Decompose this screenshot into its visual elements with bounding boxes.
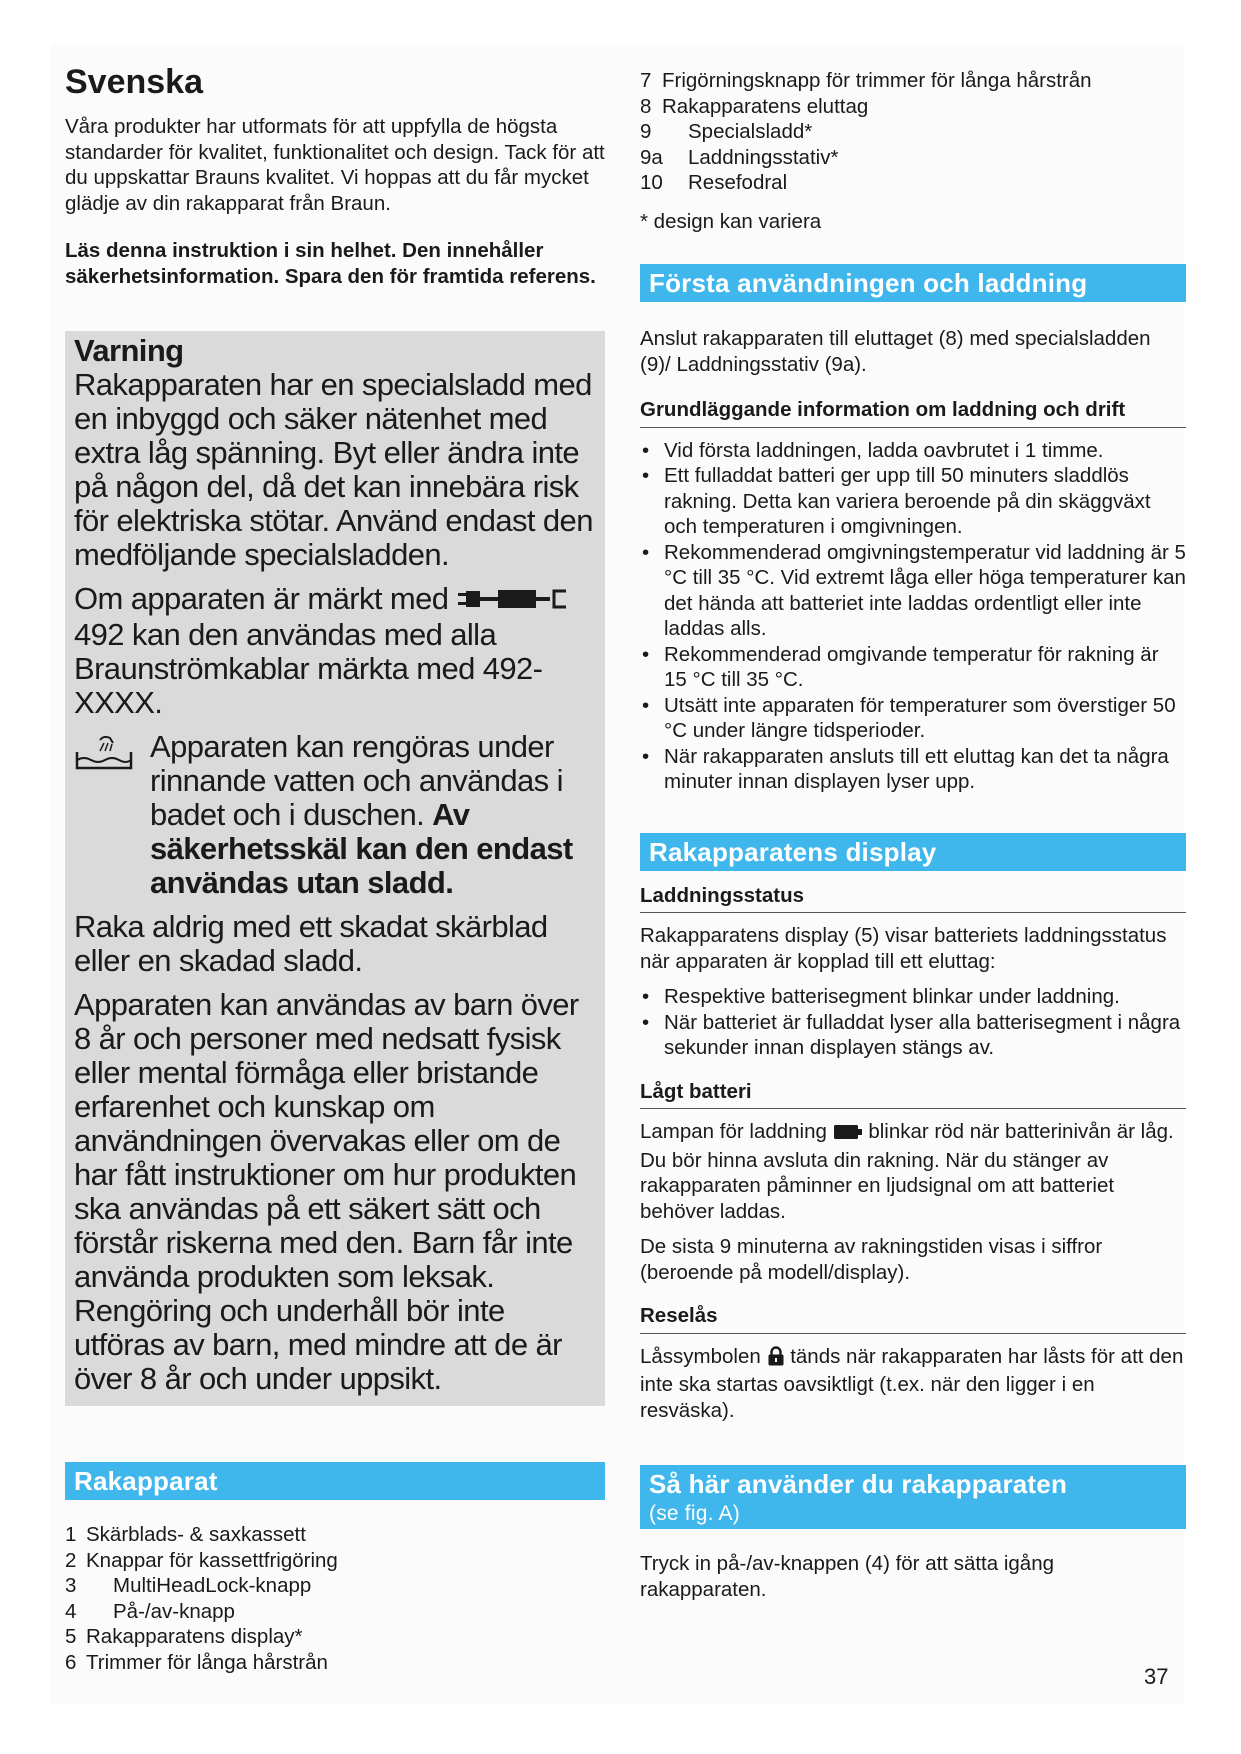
read-notice: Läs denna instruktion i sin helhet. Den innehåller säkerhetsinformation. Spara den för framtida referens. bbox=[65, 239, 596, 288]
list-item: 3 MultiHeadLock-knapp bbox=[65, 1574, 312, 1597]
travel-lock-subheading: Reselås bbox=[640, 1303, 1186, 1334]
usage-heading-figure-ref: (se fig. A) bbox=[649, 1502, 740, 1525]
water-safety-bold: Av säkerhetsskäl kan den endast användas utan sladd. bbox=[150, 797, 573, 900]
display-heading: Rakapparatens display bbox=[640, 833, 1186, 871]
battery-icon bbox=[833, 1122, 863, 1148]
first-use-text: Anslut rakapparaten till eluttaget (8) med specialsladden (9)/ Laddningsstativ (9a). bbox=[640, 327, 1151, 376]
design-note: * design kan variera bbox=[640, 209, 822, 233]
list-item: • Rekommenderad omgivande temperatur för rakning är 15 °C till 35 °C. bbox=[640, 642, 1186, 693]
charging-status-text: Rakapparatens display (5) visar batteriets laddningsstatus när apparaten är kopplad till ett eluttag: bbox=[640, 924, 1167, 973]
water-safety-normal: Apparaten kan rengöras under rinnande vatten och användas i badet och i duschen. bbox=[150, 729, 563, 832]
list-item: 7 Frigörningsknapp för trimmer för långa hårstrån bbox=[640, 69, 1092, 92]
warning-box bbox=[65, 331, 605, 1406]
plug-cable-icon bbox=[456, 584, 568, 618]
list-item: • Vid första laddningen, ladda oavbrutet i 1 timme. bbox=[640, 438, 1186, 464]
list-item: 5 Rakapparatens display* bbox=[65, 1625, 303, 1648]
low-battery-subheading: Lågt batteri bbox=[640, 1079, 1186, 1110]
travel-lock-text-after: tänds när rakapparaten har låsts för att den inte ska startas oavsiktligt (t.ex. när den ligger i en resväska). bbox=[640, 1344, 1184, 1422]
list-item: • När rakapparaten ansluts till ett eluttag kan det ta några minuter innan displayen lyser upp. bbox=[640, 744, 1186, 795]
warning-plug-text bbox=[74, 582, 597, 720]
low-battery-text-after: blinkar röd när batterinivån är låg. Du bör hinna avsluta din rakning. När du stänger av rakapparaten påminner en ljudsignal om att batteriet behöver laddas. bbox=[640, 1120, 1174, 1223]
last-minutes-text: De sista 9 minuterna av rakningstiden visas i siffror (beroende på modell/display). bbox=[640, 1235, 1103, 1284]
warning-children-text: Apparaten kan användas av barn över 8 år och personer med nedsatt fysisk eller mental förmåga eller bristande erfarenhet och kunskap om användningen övervakas eller om de har fått instruktioner om hur produkten ska användas på ett säkert sätt och förstår riskerna med den. Barn får inte använda produkten som leksak. Rengöring och underhåll bör inte utföras av barn, med mindre att de är över 8 år och under uppsikt. bbox=[74, 987, 579, 1396]
shower-wash-icon bbox=[74, 730, 134, 900]
usage-text: Tryck in på-/av-knappen (4) för att sätta igång rakapparaten. bbox=[640, 1552, 1054, 1601]
left-column bbox=[65, 60, 605, 1675]
list-item: • När batteriet är fulladdat lyser alla batterisegment i några sekunder innan displayen stängs av. bbox=[640, 1010, 1186, 1061]
right-column bbox=[640, 68, 1186, 1602]
low-battery-text bbox=[640, 1119, 1186, 1224]
warning-title: Varning bbox=[74, 333, 184, 368]
parts-heading: Rakapparat bbox=[65, 1462, 605, 1500]
list-item: 4 På-/av-knapp bbox=[65, 1599, 235, 1623]
list-item: 2 Knappar för kassettfrigöring bbox=[65, 1548, 338, 1572]
lock-icon bbox=[767, 1346, 785, 1373]
warning-plug-text-after: 492 kan den användas med alla Braunströmkablar märkta med 492-XXXX. bbox=[74, 617, 543, 720]
list-item: 10 Resefodral bbox=[640, 171, 788, 194]
intro-text: Våra produkter har utformats för att uppfylla de högsta standarder för kvalitet, funktionalitet och design. Tack för att du uppskattar Brauns kvalitet. Vi hoppas att du får mycket glädje av din rakapparat från Braun. bbox=[65, 115, 605, 215]
list-item: 9a Laddningsstativ* bbox=[640, 145, 839, 169]
list-item: 1 Skärblads- & saxkassett bbox=[65, 1523, 306, 1546]
list-item: • Ett fulladdat batteri ger upp till 50 minuters sladdlös rakning. Detta kan variera beroende på din skäggväxt och temperaturen i omgivningen. bbox=[640, 463, 1186, 540]
travel-lock-text-before: Låssymbolen bbox=[640, 1344, 761, 1368]
charging-basics-list bbox=[640, 438, 1186, 795]
charging-status-list bbox=[640, 984, 1186, 1061]
warning-plug-text-before: Om apparaten är märkt med bbox=[74, 581, 449, 616]
warning-cord-text: Rakapparaten har en specialsladd med en inbyggd och säker nätenhet med extra låg spänning. Byt eller ändra inte på någon del, då det kan innebära risk för elektriska stötar. Använd endast den medföljande specialsladden. bbox=[74, 367, 593, 572]
list-item: 9 Specialsladd* bbox=[640, 120, 813, 143]
list-item: • Utsätt inte apparaten för temperaturer som överstiger 50 °C under längre tidsperioder. bbox=[640, 693, 1186, 744]
page-number: 37 bbox=[1144, 1664, 1169, 1689]
water-safety-row bbox=[74, 730, 597, 900]
first-use-heading: Första användningen och laddning bbox=[640, 264, 1186, 302]
water-safety-text bbox=[134, 730, 597, 900]
charging-basics-subheading: Grundläggande information om laddning och drift bbox=[640, 397, 1186, 428]
usage-heading bbox=[640, 1465, 1186, 1529]
language-title: Svenska bbox=[65, 63, 203, 101]
warning-damaged-text: Raka aldrig med ett skadat skärblad eller en skadad sladd. bbox=[74, 909, 548, 978]
usage-heading-title: Så här använder du rakapparaten bbox=[649, 1469, 1068, 1499]
list-item: 6 Trimmer för långa hårstrån bbox=[65, 1650, 328, 1674]
charging-status-subheading: Laddningsstatus bbox=[640, 883, 1186, 914]
list-item: • Rekommenderad omgivningstemperatur vid laddning är 5 °C till 35 °C. Vid extremt låga eller höga temperaturer kan det hända att batteriet inte laddas ordentligt eller inte laddas alls. bbox=[640, 540, 1186, 642]
list-item: • Respektive batterisegment blinkar under laddning. bbox=[640, 984, 1186, 1010]
low-battery-text-before: Lampan för laddning bbox=[640, 1120, 827, 1143]
parts-list-continued bbox=[640, 68, 1186, 196]
parts-list bbox=[65, 1522, 605, 1675]
travel-lock-text bbox=[640, 1344, 1186, 1424]
list-item: 8 Rakapparatens eluttag bbox=[640, 94, 869, 118]
